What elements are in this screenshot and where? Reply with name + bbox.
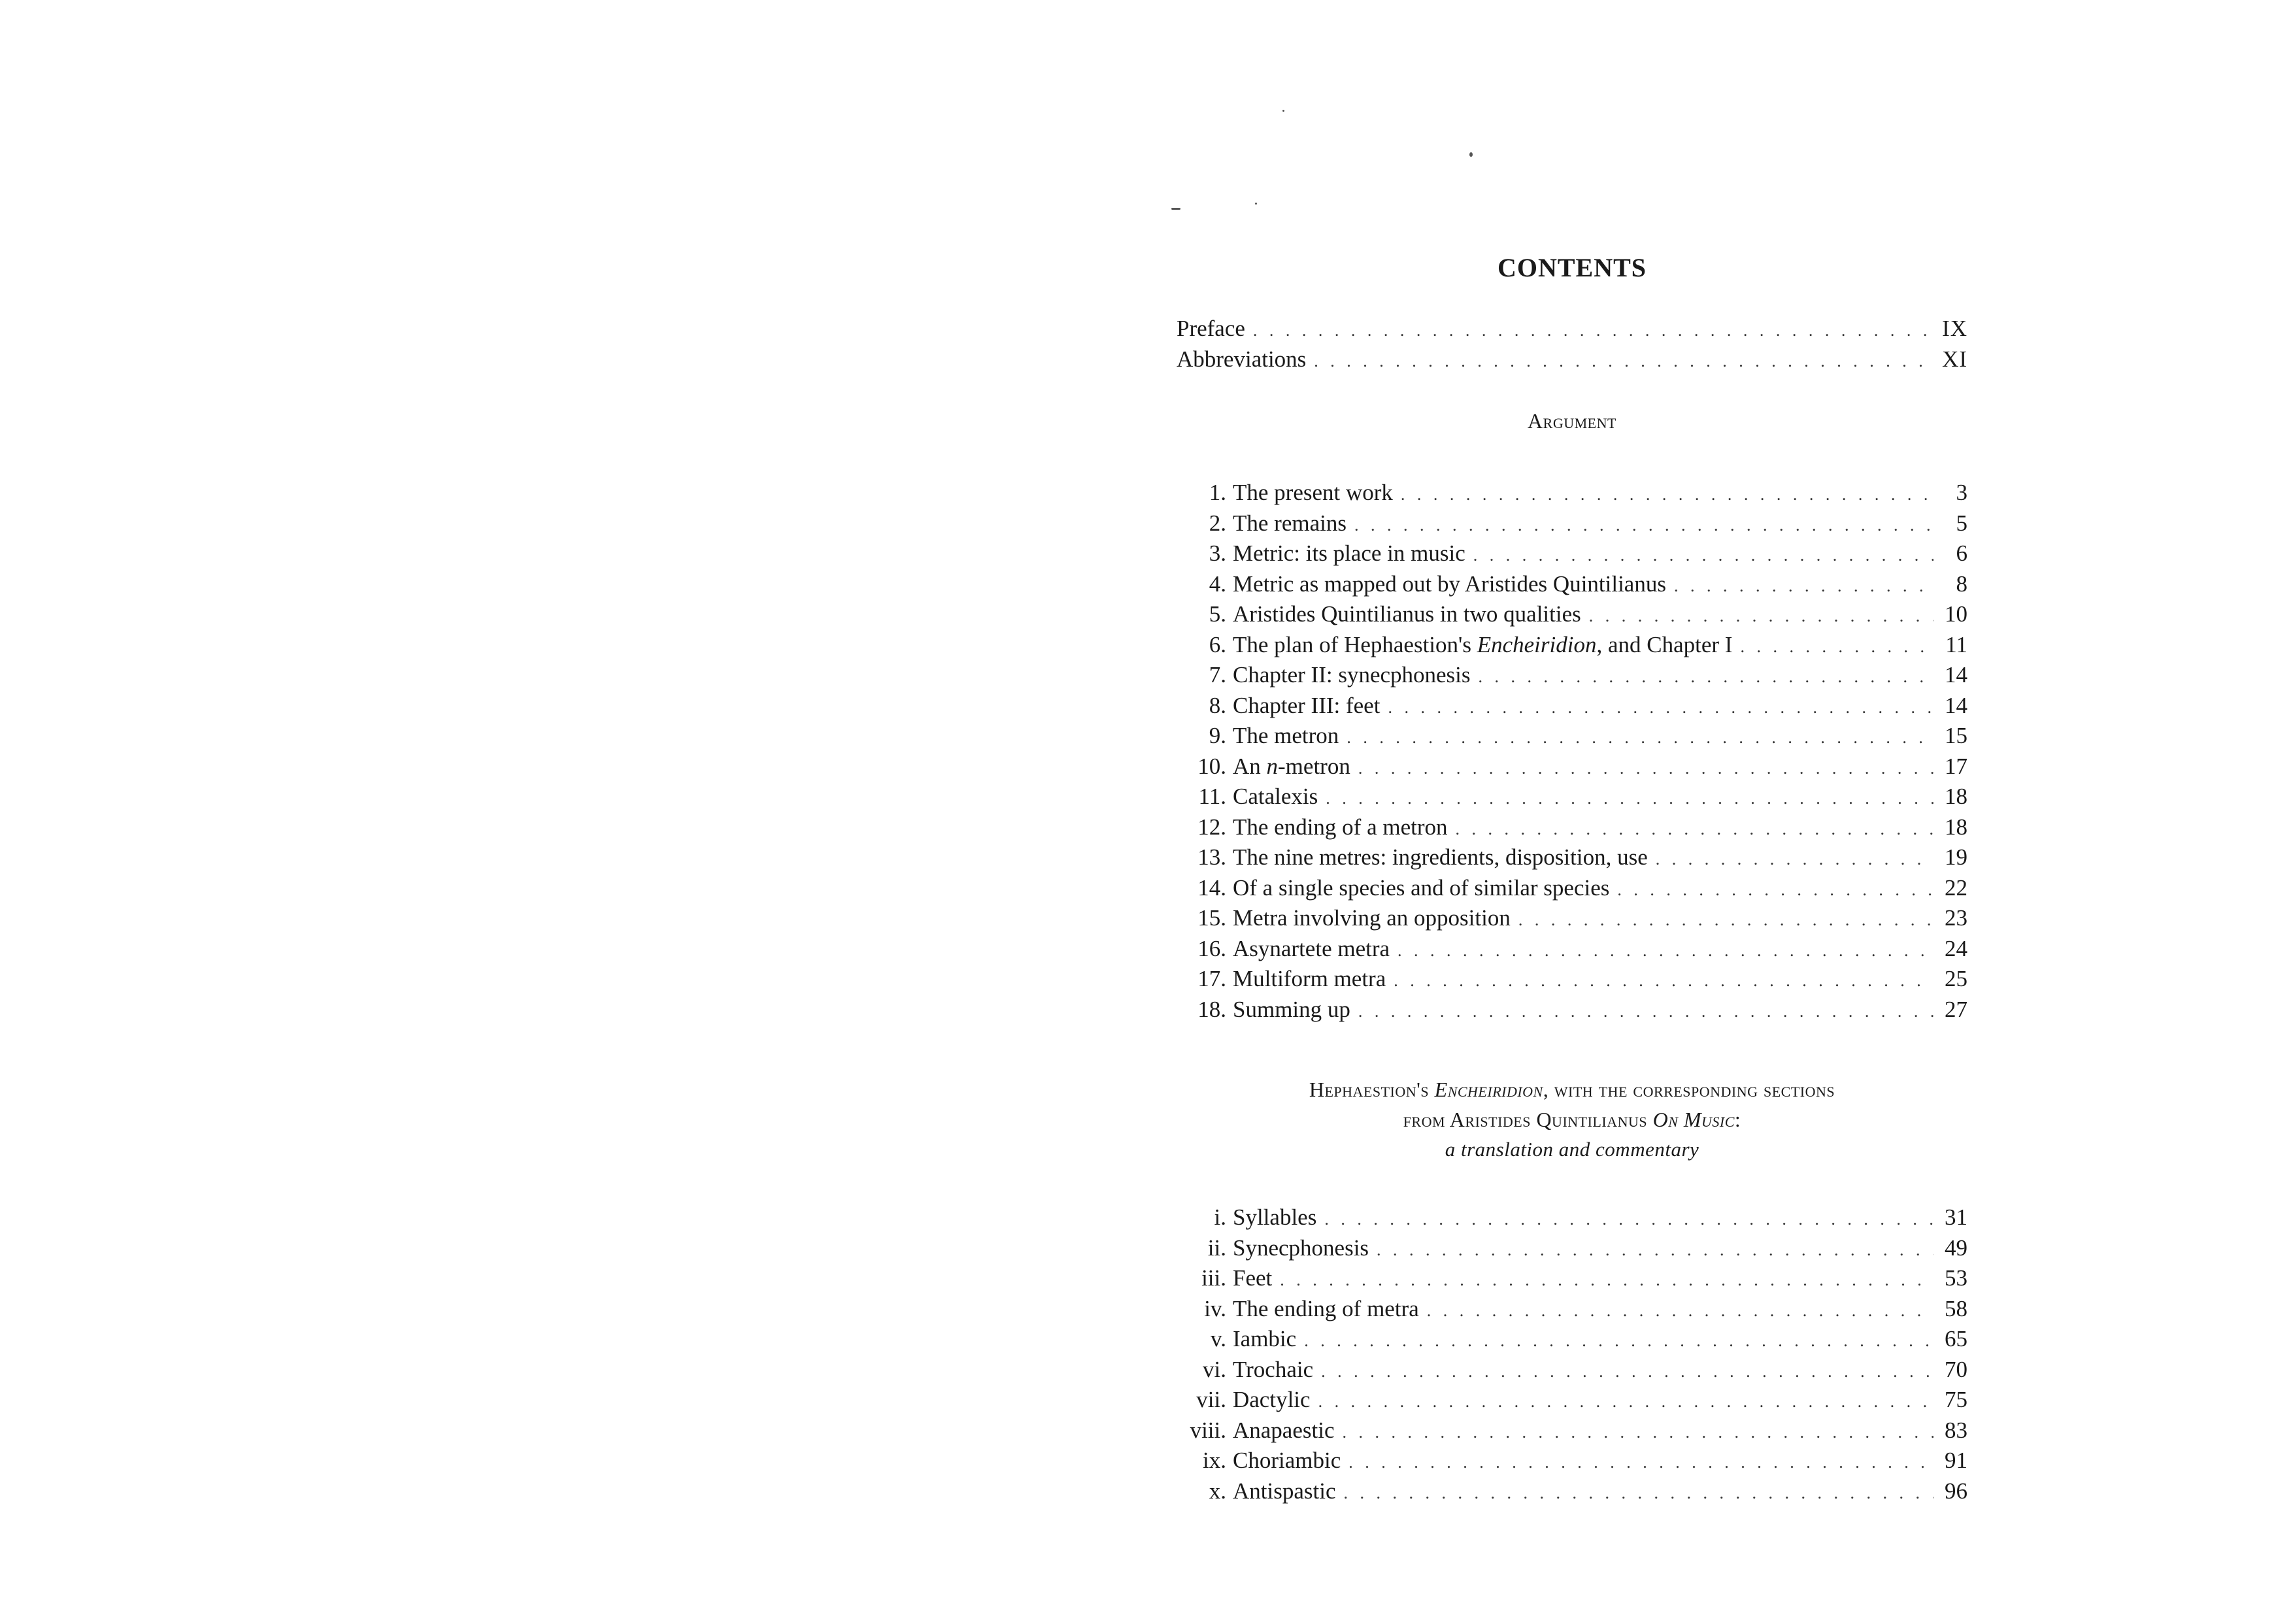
dot-leader (1343, 1478, 1933, 1509)
dot-leader (1342, 1417, 1933, 1448)
toc-entry-label: The present work (1233, 480, 1393, 505)
toc-entry-label: Anapaestic (1233, 1417, 1335, 1443)
dot-leader (1388, 693, 1933, 723)
toc-entry[interactable] (1177, 934, 1967, 965)
toc-entry-page: 15 (1945, 723, 1967, 748)
toc-entry-label: Choriambic (1233, 1448, 1341, 1473)
toc-entry-label: Dactylic (1233, 1387, 1311, 1412)
toc-entry-label: The metron (1233, 723, 1339, 748)
toc-entry[interactable] (1177, 1233, 1967, 1264)
dot-leader (1326, 784, 1933, 814)
toc-entry[interactable] (1177, 1294, 1967, 1325)
toc-entry[interactable] (1177, 1476, 1967, 1507)
toc-entry-page: 18 (1945, 814, 1967, 840)
section-heading-argument: Argument (1528, 409, 1616, 433)
dot-leader (1456, 814, 1933, 845)
toc-entry-label: Preface (1177, 316, 1245, 341)
toc-entry-number: 5. (1209, 601, 1226, 627)
toc-entry-page: 6 (1956, 540, 1967, 566)
toc-entry-number: 6. (1209, 631, 1226, 657)
toc-entry-number: 13. (1197, 844, 1226, 870)
toc-entry-label: Multiform metra (1233, 966, 1386, 991)
toc-entry-label: Aristides Quintilianus in two qualities (1233, 601, 1581, 627)
page-title: CONTENTS (1497, 253, 1647, 282)
toc-entry-page: 27 (1945, 996, 1967, 1022)
toc-entry-label: The ending of metra (1233, 1295, 1419, 1321)
toc-entry-number: 7. (1209, 662, 1226, 688)
toc-entry-label: Chapter II: synecphonesis (1233, 662, 1471, 688)
toc-entry-number: iv. (1204, 1295, 1226, 1321)
dot-leader (1358, 754, 1933, 784)
toc-entry-number: i. (1214, 1204, 1226, 1230)
toc-entry-abbreviations[interactable] (1177, 344, 1967, 375)
dot-leader (1617, 875, 1933, 906)
toc-entry-number: 11. (1198, 784, 1226, 809)
dot-leader (1394, 966, 1933, 997)
toc-entry[interactable] (1177, 842, 1967, 873)
toc-entry[interactable] (1177, 569, 1967, 600)
toc-entry-page: 25 (1945, 966, 1967, 991)
dot-leader (1354, 510, 1933, 541)
toc-entry-number: ii. (1207, 1235, 1226, 1261)
toc-entry-number: iii. (1201, 1265, 1226, 1291)
toc-entry-number: 8. (1209, 692, 1226, 718)
toc-entry-page: 83 (1945, 1417, 1967, 1443)
toc-entry-number: ix. (1203, 1448, 1226, 1473)
toc-entry[interactable] (1177, 599, 1967, 630)
dot-leader (1518, 905, 1933, 936)
toc-entry-page: 96 (1945, 1478, 1967, 1504)
toc-entry-number: 9. (1209, 723, 1226, 748)
toc-entry-page: 53 (1945, 1265, 1967, 1291)
toc-entry-page: 5 (1956, 510, 1967, 536)
argument-list (1177, 478, 1967, 1025)
toc-entry[interactable] (1177, 630, 1967, 661)
toc-entry-number: 15. (1197, 905, 1226, 931)
dot-leader (1674, 571, 1933, 602)
toc-entry-label: Metra involving an opposition (1233, 905, 1511, 931)
toc-entry[interactable] (1177, 812, 1967, 843)
toc-entry-number: 14. (1197, 874, 1226, 901)
toc-entry-label: Trochaic (1233, 1356, 1314, 1382)
toc-entry[interactable] (1177, 752, 1967, 782)
toc-entry[interactable] (1177, 508, 1967, 539)
dot-leader (1401, 480, 1933, 510)
hephaestion-list (1177, 1202, 1967, 1506)
toc-entry-page: 18 (1945, 784, 1967, 809)
toc-entry-label: Synecphonesis (1233, 1235, 1369, 1261)
toc-entry-page: 17 (1945, 753, 1967, 779)
toc-entry-label: Catalexis (1233, 784, 1318, 809)
toc-entry-label: Iambic (1233, 1326, 1297, 1351)
dot-leader (1348, 1448, 1933, 1478)
toc-entry-page: 19 (1945, 844, 1967, 870)
section-subheading: a translation and commentary (1445, 1138, 1699, 1161)
section-heading-hephaestion (1177, 1074, 1967, 1165)
toc-entry-page: 11 (1945, 631, 1967, 657)
toc-entry-page: 3 (1956, 480, 1967, 505)
toc-entry-number: 17. (1197, 966, 1226, 991)
dot-leader (1397, 936, 1933, 967)
toc-entry-label: The remains (1233, 510, 1347, 536)
toc-entry[interactable] (1177, 1385, 1967, 1416)
toc-entry-page: 23 (1945, 905, 1967, 931)
front-matter-list (1177, 314, 1967, 374)
dot-leader (1473, 540, 1933, 571)
toc-entry-label: The plan of Hephaestion's Encheiridion, and Chapter I (1233, 631, 1733, 657)
toc-entry-number: 2. (1209, 510, 1226, 536)
toc-entry[interactable] (1177, 1355, 1967, 1385)
toc-entry-label: Summing up (1233, 996, 1350, 1022)
toc-entry-page: XI (1942, 346, 1967, 372)
toc-entry[interactable] (1177, 964, 1967, 995)
toc-entry-label: Metric as mapped out by Aristides Quintilianus (1233, 571, 1666, 597)
toc-entry-label: Abbreviations (1177, 346, 1307, 372)
toc-entry[interactable] (1177, 782, 1967, 812)
toc-entry[interactable] (1177, 1202, 1967, 1233)
heading-line: from Aristides Quintilianus On Music: (1403, 1108, 1741, 1131)
toc-entry-number: vi. (1203, 1356, 1226, 1382)
dot-leader (1347, 723, 1933, 754)
toc-entry[interactable] (1177, 721, 1967, 752)
toc-entry-page: 49 (1945, 1235, 1967, 1261)
toc-entry-number: viii. (1190, 1417, 1226, 1443)
toc-entry[interactable] (1177, 539, 1967, 569)
dot-leader (1427, 1296, 1933, 1327)
toc-entry-label: Asynartete metra (1233, 935, 1390, 961)
toc-entry-label: An n-metron (1233, 753, 1350, 779)
toc-entry-number: 1. (1209, 480, 1226, 505)
toc-entry-page: 8 (1956, 571, 1967, 597)
toc-entry-label: The ending of a metron (1233, 814, 1448, 840)
toc-entry-page: 58 (1945, 1295, 1967, 1321)
toc-entry-page: 14 (1945, 662, 1967, 688)
toc-entry-number: 12. (1197, 814, 1226, 840)
toc-entry-number: vii. (1196, 1387, 1226, 1412)
toc-entry-number: v. (1211, 1326, 1226, 1351)
dot-leader (1314, 346, 1933, 377)
toc-entry-page: 14 (1945, 692, 1967, 718)
heading-line: Hephaestion's Encheiridion, with the corresponding sections (1309, 1078, 1835, 1101)
toc-entry-label: Feet (1233, 1265, 1273, 1291)
toc-entry-page: 91 (1945, 1448, 1967, 1473)
toc-entry-number: x. (1209, 1478, 1226, 1504)
toc-entry[interactable] (1177, 1324, 1967, 1355)
dot-leader (1318, 1387, 1933, 1417)
dot-leader (1304, 1326, 1933, 1357)
toc-entry-page: 31 (1945, 1204, 1967, 1230)
toc-entry-number: 10. (1197, 753, 1226, 779)
dot-leader (1324, 1204, 1933, 1235)
toc-entry-page: 10 (1945, 601, 1967, 627)
toc-entry-preface[interactable] (1177, 314, 1967, 344)
dot-leader (1253, 316, 1933, 346)
toc-entry-number: 4. (1209, 571, 1226, 597)
dot-leader (1740, 632, 1933, 663)
dot-leader (1589, 601, 1933, 632)
dot-leader (1377, 1235, 1933, 1266)
dot-leader (1479, 662, 1933, 693)
dot-leader (1358, 997, 1933, 1027)
toc-entry-page: 70 (1945, 1356, 1967, 1382)
toc-entry-label: Of a single species and of similar species (1233, 874, 1610, 901)
contents-page (1177, 248, 1967, 1506)
toc-entry-label: The nine metres: ingredients, disposition, use (1233, 844, 1648, 870)
toc-entry[interactable] (1177, 995, 1967, 1025)
dot-leader (1321, 1357, 1933, 1387)
toc-entry-number: 16. (1197, 935, 1226, 961)
toc-entry-label: Syllables (1233, 1204, 1317, 1230)
toc-entry[interactable] (1177, 691, 1967, 721)
toc-entry-page: IX (1942, 316, 1967, 341)
toc-entry-label: Chapter III: feet (1233, 692, 1381, 718)
toc-entry[interactable] (1177, 1263, 1967, 1294)
dot-leader (1656, 844, 1933, 875)
toc-entry-page: 24 (1945, 935, 1967, 961)
toc-entry-number: 18. (1197, 996, 1226, 1022)
toc-entry[interactable] (1177, 873, 1967, 904)
toc-entry[interactable] (1177, 903, 1967, 934)
toc-entry-number: 3. (1209, 540, 1226, 566)
toc-entry[interactable] (1177, 478, 1967, 508)
dot-leader (1280, 1265, 1933, 1296)
toc-entry-page: 75 (1945, 1387, 1967, 1412)
toc-entry[interactable] (1177, 1446, 1967, 1476)
toc-entry[interactable] (1177, 660, 1967, 691)
toc-entry[interactable] (1177, 1416, 1967, 1446)
toc-entry-label: Metric: its place in music (1233, 540, 1465, 566)
toc-entry-page: 22 (1945, 874, 1967, 901)
toc-entry-page: 65 (1945, 1326, 1967, 1351)
toc-entry-label: Antispastic (1233, 1478, 1336, 1504)
